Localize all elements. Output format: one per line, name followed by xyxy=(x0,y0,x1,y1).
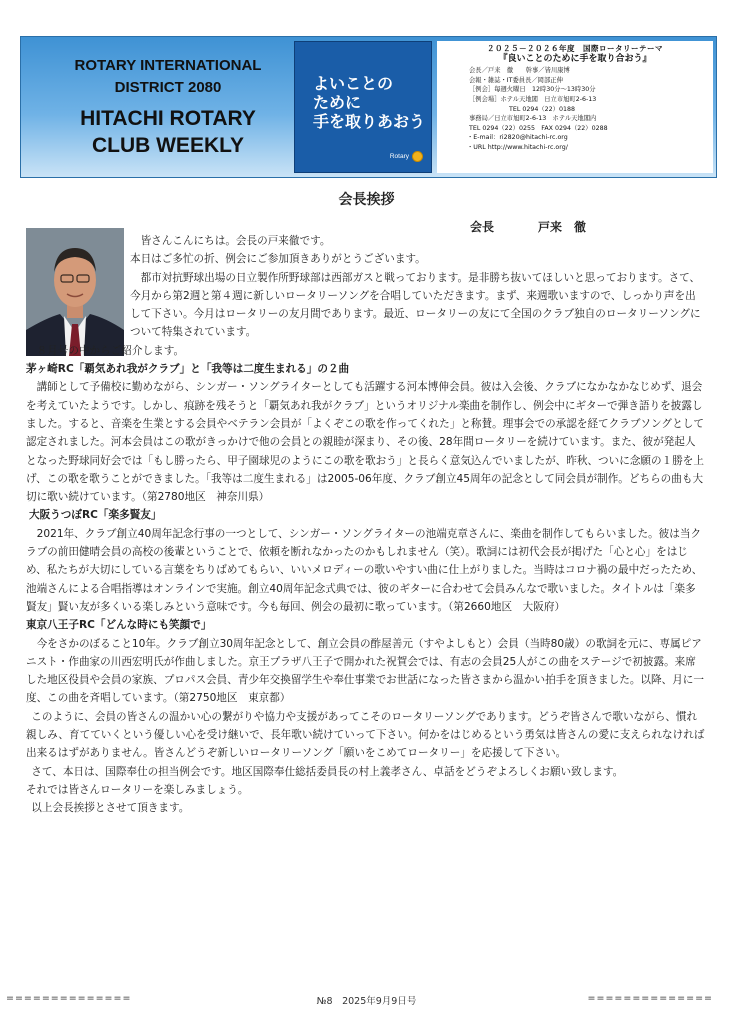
rotary-wheel-icon xyxy=(412,151,423,162)
theme-image-text xyxy=(313,74,425,131)
officers-line: 会長／戸来 徹 幹事／皆川康博 xyxy=(469,67,570,75)
year-theme-label: ２０２５－２０２６年度 国際ロータリーテーマ xyxy=(487,44,663,53)
paragraph: 2021年、クラブ創立40周年記念行事の一つとして、シンガー・ソングライターの池端克章さんに、楽曲を制作してもらいました。彼は当クラブの前田健晴会員の高校の後輩ということで、依頼を断れなかったのかもしれません（笑）。歌詞には初代会長が掲げた「心と心」をはじめ、私たちが大切にしている言葉をちりばめてもらい、いいメロディーの歌いやすい曲に仕上がりました。当時はコロナ禍の最中だったため、池端さんによる合唱指導はオンラインで実施。創立40周年記念式典では、彼のギターに合わせて会員みんなで歌いました。タイトルは「楽多賢友」賢い友が多くいる楽しみという意味です。今も毎回、例会の最初に歌っています。（第2660地区 大阪府） xyxy=(26,527,703,613)
newsletter-banner xyxy=(20,36,717,178)
district-line-2: DISTRICT 2080 xyxy=(114,79,222,96)
club-name-line-2: CLUB WEEKLY xyxy=(91,134,245,157)
footer-rule-right: ============== xyxy=(587,993,713,1004)
section-heading: 東京八王子RC「どんな時にも笑顔で」 xyxy=(26,619,212,632)
theme-image-line: ために xyxy=(313,93,362,112)
club-title xyxy=(49,55,287,159)
paragraph: ８月号の中からご紹介します。 xyxy=(36,344,185,357)
paragraph: 皆さんこんにちは。会長の戸来徹です。 xyxy=(140,235,331,247)
greeting-body xyxy=(26,232,706,818)
paragraph: それでは皆さんロータリーを楽しみましょう。 xyxy=(26,783,249,796)
paragraph: このように、会員の皆さんの温かい心の繋がりや協力や支援があってこそのロータリーソングであります。どうぞ皆さんで歌いながら、慣れ親しみ、育てていくという優しい心を受け継いで、長年歌い続けていって下さい。何かをはじめるという勇気は皆さんの愛に支えられなければ出来るはずがありません。皆さんどうぞ新しいロータリーソング「願いをこめてロータリー」を応援して下さい。 xyxy=(26,710,705,760)
signature-role: 会長 xyxy=(470,220,495,234)
paragraph: 以上会長挨拶とさせて頂きます。 xyxy=(31,802,190,815)
email-line: ・E-mail：ri2820@hitachi-rc.org xyxy=(467,134,568,142)
url-line: ・URL http://www.hitachi-rc.org/ xyxy=(467,143,568,151)
paragraph: 講師として予備校に勤めながら、シンガー・ソングライターとしても活躍する河本博伸会員。彼は入会後、クラブになかなかなじめず、退会を考えていたようです。しかし、痕跡を残そうと「覇気あれ我がクラブ」というオリジナル楽曲を制作し、例会中にギターで弾き語りを披露しました。すると、音楽を生業とする会員やベテラン会員が「よくぞこの歌を作ってくれた」と称賛。理事会での承認を経てクラブソングとして認定されました。河本会員はこの歌がきっかけで他の会員との親睦が深まり、その後、28年間ロータリーを続けています。また、彼が発起人となった野球同好会では「もし勝ったら、甲子園球児のようにこの歌を歌おう」と長らく意気込んでいましたが、昨秋、ついに念願の１勝を上げ、この歌を歌うことができました。「我等は二度生まれる」は2005-06年度、クラブ創立45周年の記念として同会員が制作。どちらの曲も大切に歌い続けています。（第2780地区 神奈川県） xyxy=(26,381,704,504)
meeting-place-line: ［例会場］ホテル天地閣 日立市旭町2-6-13 xyxy=(469,95,597,103)
editor-line: 会報・雑誌・IT委員長／岡部正伸 xyxy=(469,76,563,84)
rotary-logo xyxy=(390,151,423,162)
theme-image xyxy=(294,41,432,173)
section-heading: 大阪うつぼRC「楽多賢友」 xyxy=(29,509,162,522)
theme-image-line: よいことの xyxy=(313,74,394,93)
signature-name: 戸来 徹 xyxy=(538,220,587,234)
rotary-logo-text: Rotary xyxy=(389,153,409,160)
page-title: 会長挨拶 xyxy=(338,192,395,208)
section-heading: 茅ヶ崎RC「覇気あれ我がクラブ」と「我等は二度生まれる」の２曲 xyxy=(26,363,350,376)
paragraph: 都市対抗野球出場の日立製作所野球部は西部ガスと戦っております。是非勝ち抜いてほしいと思っております。さて、今月から第2週と第４週に新しいロータリーソングを合唱していただきます。まず、来週歌いますので、しっかり声を出して下さい。今月はロータリーの友月間であります。最近、ロータリーの友にて全国のクラブ独自のロータリーソングについて特集されています。 xyxy=(130,271,701,339)
theme-image-line: 手を取りあおう xyxy=(313,112,426,131)
issue-number: №8 2025年9月9日号 xyxy=(316,996,417,1007)
footer-rule-left: ============== xyxy=(6,993,132,1004)
meeting-tel-line: TEL 0294（22）0188 xyxy=(509,105,575,113)
intro-block xyxy=(130,232,706,342)
office-line: 事務局／日立市旭町2-6-13 ホテル天地閣内 xyxy=(469,115,597,123)
office-tel-line: TEL 0294（22）0255 FAX 0294（22）0288 xyxy=(469,124,608,132)
paragraph: 今をさかのぼること10年。クラブ創立30周年記念として、創立会員の酢屋善元（すやよしもと）会員（当時80歳）の歌詞を元に、専属ピアニスト・作曲家の川西宏明氏が作曲しました。京王プラザ八王子で開かれた祝賀会では、有志の会員25人がこの曲をステージで初披露。来席した地区役員や会員の家族、プロパス会員、青少年交換留学生や奉仕事業でお世話になった皆さまから温かい拍手を頂きました。以降、月に一度、この曲を斉唱しています。（第2750地区 東京都） xyxy=(26,637,704,705)
paragraph: さて、本日は、国際奉仕の担当例会です。地区国際奉仕総括委員長の村上義孝さん、卓話をどうぞよろしくお願い致します。 xyxy=(31,765,624,778)
club-info-panel xyxy=(437,41,713,173)
paragraph: 本日はご多忙の折、例会にご参加頂きありがとうございます。 xyxy=(130,253,426,266)
ri-theme: 『良いことのために手を取り合おう』 xyxy=(498,53,652,64)
meeting-time-line: ［例会］毎週火曜日 12時30分～13時30分 xyxy=(469,86,596,94)
district-line-1: ROTARY INTERNATIONAL xyxy=(74,57,262,74)
club-name-line-1: HITACHI ROTARY xyxy=(80,107,256,130)
